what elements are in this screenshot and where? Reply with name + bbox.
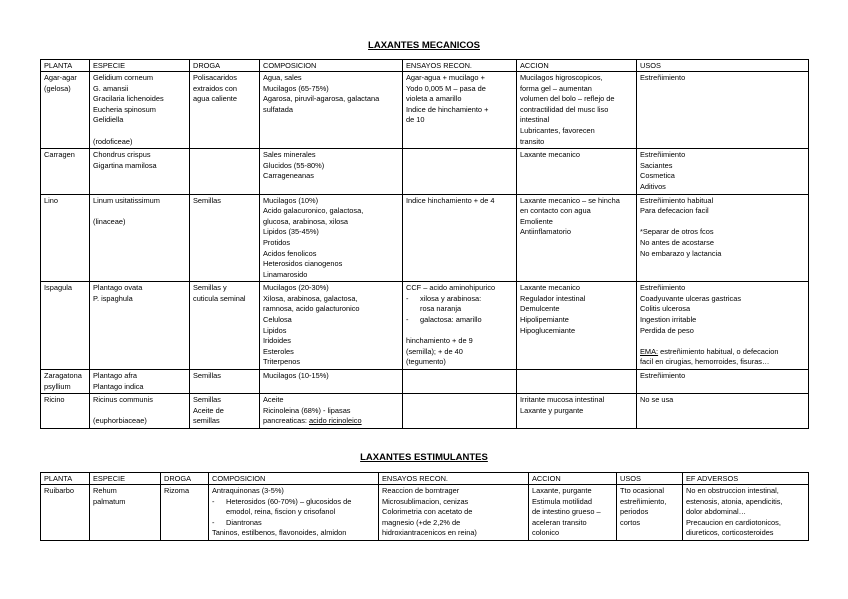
text-line: Semillas [193,395,221,405]
text-line: Semillas [193,371,221,381]
text-line: Celulosa [263,315,292,325]
header-usos: USOS [637,60,809,72]
cell-usos [637,72,809,149]
text-line: Rizoma [164,486,190,495]
header-accion: ACCION [517,60,637,72]
text-line: Yodo 0,005 M – pasa de [406,83,486,93]
cell-especie [90,370,190,394]
bullet-line: - galactosa: amarillo [406,315,513,326]
text-line: No en obstruccion intestinal, [686,486,779,495]
cell-usos [637,394,809,429]
text-fragment: pancreaticas: [263,416,310,426]
bullet-line: - xilosa y arabinosa: [406,294,513,305]
cell-composicion [260,282,403,370]
text-line: Estimula motilidad [532,496,592,506]
cell-composicion [260,194,403,282]
text-line: en contacto con agua [520,206,591,216]
blank-line [93,206,186,217]
text-line: P. ispaghula [93,293,133,303]
text-line: Plantago ovata [93,283,143,293]
text-line: magnesio (+de 2,2% de [382,517,461,527]
text-line: Semillas [193,195,221,205]
text-line: Aceite de [193,405,224,415]
cell-planta [41,194,90,282]
estimulantes-header-row [41,473,809,485]
text-line: Gracilaria lichenoides [93,94,164,104]
text-line: contractilidad del musc liso [520,104,609,114]
cell-especie [90,72,190,149]
text-line: Gelidium corneum [93,73,153,82]
text-line: Laxante, purgante [532,486,592,495]
cell-usos [637,194,809,282]
cell-droga [190,394,260,429]
text-line: Agar-agua + mucilago + [406,73,485,82]
blank-line [640,336,805,347]
text-line: Mucilagos (65-75%) [263,83,329,93]
text-line: Estreñimiento [640,150,686,160]
text-line: Demulcente [520,304,560,314]
text-line: Microsublimacion, cenizas [382,496,469,506]
text-line: Indice hinchamiento + de 4 [406,195,495,205]
text-line: Laxante mecanico [520,150,580,160]
text-line: Heterosidos cianogenos [263,259,343,269]
underlined-text: acido ricinoleico [309,416,362,426]
text-line: transito [520,136,545,146]
text-line: Colorimetria con acetato de [382,507,473,517]
cell-ensayos [403,282,517,370]
text-line [640,347,805,358]
text-line: Antraquinonas (3-5%) [212,486,284,495]
cell-ef-adversos [683,485,809,541]
header-ensayos: ENSAYOS RECON. [379,473,529,485]
text-line: sulfatada [263,104,293,114]
table-row [41,370,809,394]
cell-ensayos [379,485,529,541]
cell-planta [41,72,90,149]
text-line: *Separar de otros fcos [640,227,714,237]
text-line: Acido galacuronico, galactosa, [263,206,364,216]
mecanicos-title: LAXANTES MECANICOS [368,40,480,51]
text-line: Laxante mecanico [520,283,580,293]
text-line: Indice de hinchamiento + [406,104,489,114]
cell-especie [90,149,190,194]
header-ensayos: ENSAYOS RECON. [403,60,517,72]
cell-droga [190,282,260,370]
cell-especie [90,394,190,429]
cell-accion [517,72,637,149]
text-line: Agar-agar [44,73,77,82]
text-line: facil en cirugias, hemorroides, fisuras… [640,357,770,367]
text-line: G. amansii [93,83,129,93]
text-line: Glucidos (55-80%) [263,160,325,170]
text-line: Mucilagos (20-30%) [263,283,329,293]
text-line: agua caliente [193,94,237,104]
table-row [41,282,809,370]
cell-accion [517,282,637,370]
text-line: periodos [620,507,649,517]
mecanicos-table [40,59,809,429]
cell-composicion [260,394,403,429]
text-line: Xilosa, arabinosa, galactosa, [263,293,358,303]
cell-planta [41,370,90,394]
text-line: Para defecacion facil [640,206,709,216]
text-line: Perdida de peso [640,325,694,335]
cell-especie [90,194,190,282]
ema-text: estreñimiento habitual, o defecacion [660,346,779,356]
text-line: hinchamiento + de 9 [406,336,473,346]
text-line: Estreñimiento [640,73,686,82]
text-line: Carragen [44,150,75,160]
text-line: Taninos, estilbenos, flavonoides, almidon [212,528,347,538]
blank-line [93,126,186,137]
text-line: volumen del bolo – reflejo de [520,94,615,104]
header-planta: PLANTA [41,473,90,485]
cell-usos [617,485,683,541]
text-line: colonico [532,528,560,538]
header-especie: ESPECIE [90,60,190,72]
cell-accion [517,149,637,194]
table-row [41,194,809,282]
text-line: Ispagula [44,283,72,293]
cell-composicion [260,370,403,394]
cell-accion [517,394,637,429]
text-line: Agua, sales [263,73,302,82]
cell-droga [190,149,260,194]
text-line: Sales minerales [263,150,316,160]
cell-composicion [209,485,379,541]
text-line [263,416,399,427]
text-line: cuticula seminal [193,293,246,303]
text-line: Ricinus communis [93,395,153,405]
text-line: Hipoglucemiante [520,325,576,335]
text-line: Hipolipemiante [520,315,569,325]
text-line: Gigartina mamilosa [93,160,157,170]
header-ef-adversos: EF ADVERSOS [683,473,809,485]
text-line: Semillas y [193,283,227,293]
header-composicion: COMPOSICION [209,473,379,485]
text-line: Agarosa, piruvil-agarosa, galactana [263,94,380,104]
text-line: estenosis, atonia, apendicitis, [686,496,783,506]
cell-planta [41,149,90,194]
text-line: estreñimiento, [620,496,667,506]
text-line: Saciantes [640,160,673,170]
text-line: Plantago afra [93,371,137,381]
header-droga: DROGA [161,473,209,485]
cell-planta [41,394,90,429]
text-line: semillas [193,416,220,426]
cell-planta [41,485,90,541]
estimulantes-title: LAXANTES ESTIMULANTES [360,452,488,463]
text-line: (euphorbiaceae) [93,416,147,426]
text-line: Lino [44,195,58,205]
cell-especie [90,282,190,370]
blank-line [406,326,513,337]
cell-usos [637,149,809,194]
text-line: Linamarosido [263,269,308,279]
cell-ensayos [403,394,517,429]
text-line: No embarazo y lactancia [640,248,722,258]
text-line: Eucheria spinosum [93,104,156,114]
header-planta: PLANTA [41,60,90,72]
text-line: Estreñimiento habitual [640,195,714,205]
text-line: violeta a amarillo [406,94,462,104]
text-line: Plantago indica [93,381,144,391]
cell-accion [517,370,637,394]
cell-droga [190,370,260,394]
header-composicion: COMPOSICION [260,60,403,72]
cell-composicion [260,72,403,149]
text-line: Iridoides [263,336,291,346]
text-line: Lipidos [263,325,287,335]
bullet-line: - Diantronas [212,518,375,529]
text-line: emodol, reina, fiscion y crisofanol [226,507,336,517]
cell-planta [41,282,90,370]
text-line: Estreñimiento [640,283,686,293]
text-line: No se usa [640,395,674,405]
text-line: Emoliente [520,216,553,226]
text-line: Estreñimiento [640,371,686,381]
text-line: Linum usitatissimum [93,195,160,205]
bullet-line: - Heterosidos (60-70%) – glucosidos de [212,497,375,508]
text-line: Acidos fenolicos [263,248,317,258]
cell-accion [529,485,617,541]
text-line: Polisacaridos [193,73,237,82]
text-line: Laxante y purgante [520,405,584,415]
text-line: Ricino [44,395,65,405]
cell-composicion [260,149,403,194]
text-line: intestinal [520,115,550,125]
text-line: de 10 [406,115,425,125]
text-line: CCF – acido aminohipurico [406,283,496,293]
header-accion: ACCION [529,473,617,485]
text-line: glucosa, arabinosa, xilosa [263,216,349,226]
text-line: No antes de acostarse [640,237,714,247]
text-line: (tegumento) [406,357,446,367]
cell-ensayos [403,194,517,282]
cell-droga [190,194,260,282]
text-line: diureticos, corticosteroides [686,528,774,538]
text-line: Tto ocasional [620,486,664,495]
text-line: Carrageneanas [263,171,314,181]
text-line: Lipidos (35-45%) [263,227,319,237]
text-line: psyllium [44,381,71,391]
header-droga: DROGA [190,60,260,72]
text-line: Colitis ulcerosa [640,304,691,314]
text-line: Rehum [93,486,117,495]
text-line: Ingestion irritable [640,315,697,325]
estimulantes-table [40,472,809,541]
text-line: dolor abdominal… [686,507,746,517]
header-especie: ESPECIE [90,473,161,485]
text-line: aceleran transito [532,517,587,527]
text-line: Antiinflamatorio [520,227,571,237]
text-line: palmatum [93,496,126,506]
text-line: Irritante mucosa intestinal [520,395,605,405]
text-line: Reaccion de borntrager [382,486,460,495]
text-line: Mucilagos higroscopicos, [520,73,603,82]
text-line: (linaceae) [93,216,126,226]
text-line: hidroxiantracenicos en reina) [382,528,477,538]
text-line: Aditivos [640,181,666,191]
blank-line [640,217,805,228]
text-line: de intestino grueso – [532,507,601,517]
text-line: cortos [620,517,641,527]
cell-usos [637,282,809,370]
blank-line [93,406,186,417]
text-line: Esteroles [263,346,294,356]
cell-accion [517,194,637,282]
text-line: Regulador intestinal [520,293,586,303]
text-line: Aceite [263,395,284,405]
cell-ensayos [403,149,517,194]
cell-droga [161,485,209,541]
text-line: Gelidiella [93,115,124,125]
cell-ensayos [403,370,517,394]
text-line: Mucilagos (10%) [263,195,319,205]
text-line: Precaucion en cardiotonicos, [686,517,781,527]
text-line: Triterpenos [263,357,301,367]
cell-especie [90,485,161,541]
table-row [41,149,809,194]
text-line: extraidos con [193,83,237,93]
table-row [41,394,809,429]
text-line: (rodoficeae) [93,136,133,146]
ema-label: EMA: [640,346,659,356]
text-line: (gelosa) [44,83,71,93]
cell-ensayos [403,72,517,149]
text-line: Lubricantes, favorecen [520,125,595,135]
text-line: forma gel – aumentan [520,83,592,93]
text-line: rosa naranja [420,304,462,314]
text-line: Ricinoleina (68%) - lipasas [263,405,351,415]
header-usos: USOS [617,473,683,485]
text-line: Protidos [263,237,291,247]
text-line: Zaragatona [44,371,82,381]
table-row [41,72,809,149]
text-line: Coadyuvante ulceras gastricas [640,293,742,303]
mecanicos-header-row [41,60,809,72]
table-row [41,485,809,541]
text-line: Chondrus crispus [93,150,151,160]
text-line: Cosmetica [640,171,675,181]
cell-droga [190,72,260,149]
text-line: (semilla); + de 40 [406,346,463,356]
text-line: Laxante mecanico – se hincha [520,195,620,205]
text-line: ramnosa, acido galacturonico [263,304,360,314]
cell-usos [637,370,809,394]
text-line: Mucilagos (10-15%) [263,371,329,381]
text-line: Ruibarbo [44,486,74,495]
